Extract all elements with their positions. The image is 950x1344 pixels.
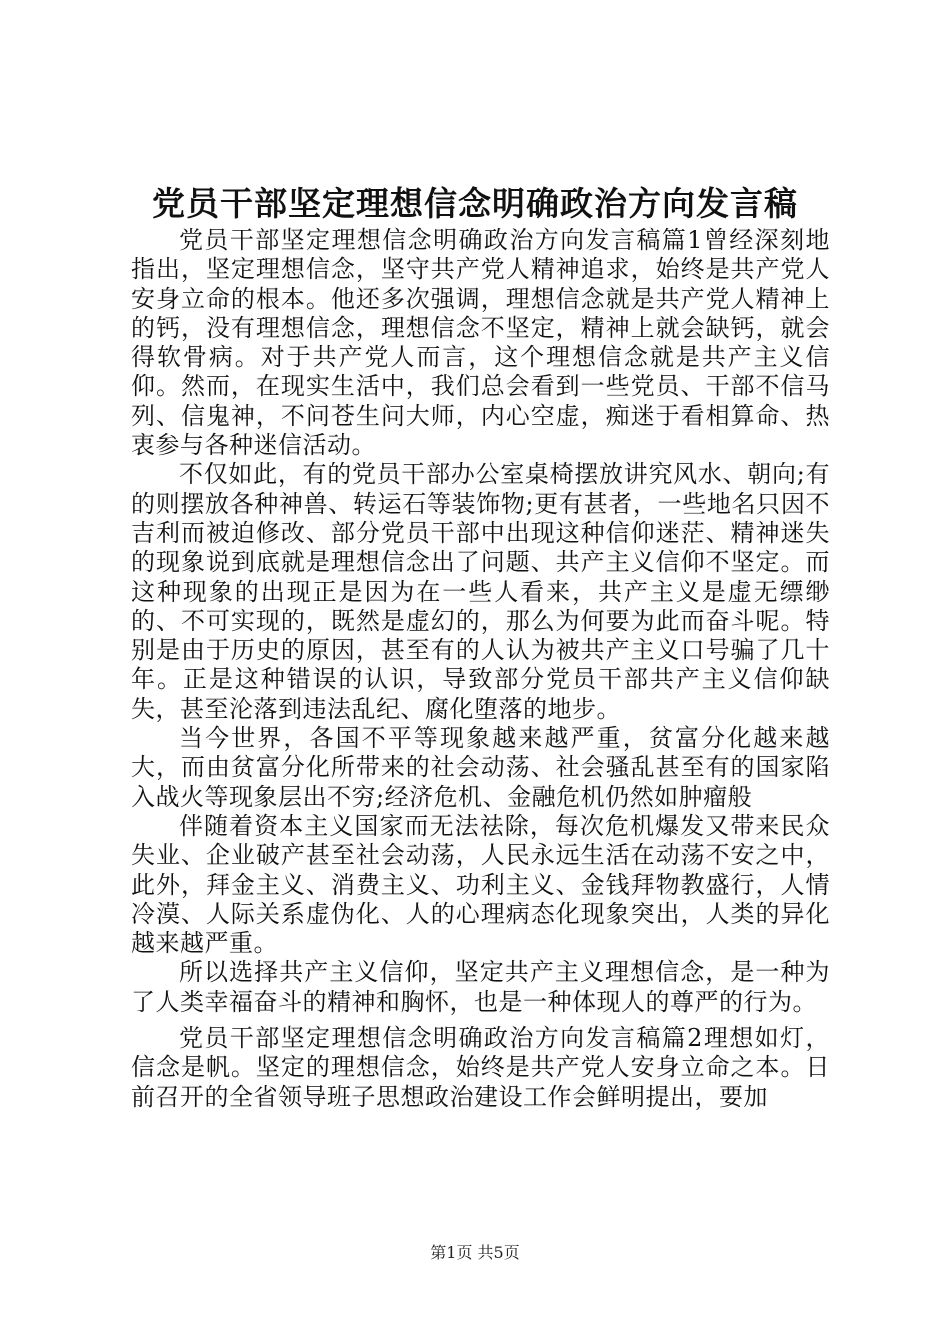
page-number-footer: 第1页 共5页	[430, 1243, 520, 1262]
paragraph-3: 当今世界，各国不平等现象越来越严重，贫富分化越来越大，而由贫富分化所带来的社会动荡、社会骚乱甚至有的国家陷入战火等现象层出不穷;经济危机、金融危机仍然如肿瘤般	[131, 724, 830, 811]
document-body	[131, 226, 830, 1112]
paragraph-4: 伴随着资本主义国家而无法祛除，每次危机爆发又带来民众失业、企业破产甚至社会动荡，人民永远生活在动荡不安之中，此外，拜金主义、消费主义、功利主义、金钱拜物教盛行，人情冷漠、人际关系虚伪化、人的心理病态化现象突出，人类的异化越来越严重。	[131, 811, 830, 958]
document-title: 党员干部坚定理想信念明确政治方向发言稿	[152, 184, 798, 223]
paragraph-6: 党员干部坚定理想信念明确政治方向发言稿篇2理想如灯，信念是帆。坚定的理想信念，始终是共产党人安身立命之本。日前召开的全省领导班子思想政治建设工作会鲜明提出，要加	[131, 1024, 830, 1111]
paragraph-1: 党员干部坚定理想信念明确政治方向发言稿篇1曾经深刻地指出，坚定理想信念，坚守共产党人精神追求，始终是共产党人安身立命的根本。他还多次强调，理想信念就是共产党人精神上的钙，没有理想信念，理想信念不坚定，精神上就会缺钙，就会得软骨病。对于共产党人而言，这个理想信念就是共产主义信仰。然而，在现实生活中，我们总会看到一些党员、干部不信马列、信鬼神，不问苍生问大师，内心空虚，痴迷于看相算命、热衷参与各种迷信活动。	[131, 226, 830, 460]
paragraph-5: 所以选择共产主义信仰，坚定共产主义理想信念，是一种为了人类幸福奋斗的精神和胸怀，也是一种体现人的尊严的行为。	[131, 958, 830, 1016]
paragraph-2: 不仅如此，有的党员干部办公室桌椅摆放讲究风水、朝向;有的则摆放各种神兽、转运石等装饰物;更有甚者，一些地名只因不吉利而被迫修改、部分党员干部中出现这种信仰迷茫、精神迷失的现象说到底就是理想信念出了问题、共产主义信仰不坚定。而这种现象的出现正是因为在一些人看来，共产主义是虚无缥缈的、不可实现的，既然是虚幻的，那么为何要为此而奋斗呢。特别是由于历史的原因，甚至有的人认为被共产主义口号骗了几十年。正是这种错误的认识，导致部分党员干部共产主义信仰缺失，甚至沦落到违法乱纪、腐化堕落的地步。	[131, 460, 830, 723]
